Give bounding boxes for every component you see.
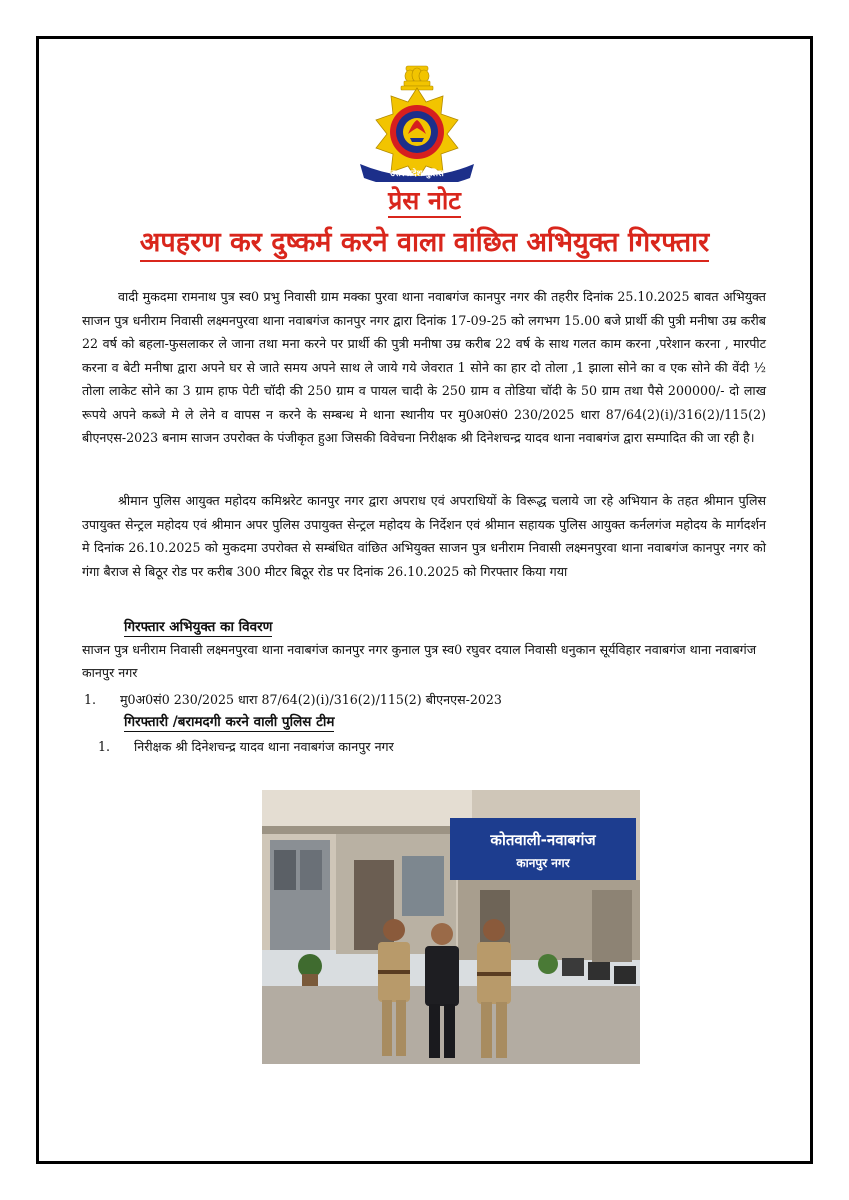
up-police-emblem-icon [354,64,480,182]
press-note-title: प्रेस नोट [0,185,849,218]
arrest-paragraph: श्रीमान पुलिस आयुक्त महोदय कमिश्नरेट कानपुर नगर द्वारा अपराध एवं अपराधियों के विरूद्ध चलाये जा रहे अभियान के तहत श्रीमान पुलिस उपायुक्त सेन्ट्रल महोदय एवं श्रीमान अपर पुलिस उपायुक्त सेन्ट्रल महोदय के निर्देशन एवं श्रीमान सहायक पुलिस आयुक्त कर्नलगंज महोदय के मार्गदर्शन मे दिनांक 26.10.2025 को मुकदमा उपरोक्त से सम्बंधित वांछित अभियुक्त साजन पुत्र धनीराम निवासी लक्ष्मनपुरवा थाना नवाबगंज कानपुर नगर को गंगा बैराज से बिठूर रोड पर करीब 300 मीटर बिठूर रोड पर दिनांक 26.10.2025 को गिरफ्तार किया गया [82,493,766,579]
signboard-subtitle: कानपुर नगर [516,856,570,870]
team-list-item [98,737,394,757]
arrested-details: साजन पुत्र धनीराम निवासी लक्ष्मनपुरवा थाना नवाबगंज कानपुर नगर कुनाल पुत्र स्व0 रघुवर दयाल निवासी धनुकान सूर्यविहार नवाबगंज थाना नवाबगंज कानपुर नगर [82,642,757,680]
signboard-title: कोतवाली-नवाबगंज [490,831,596,849]
case-text: मु0अ0सं0 230/2025 धारा 87/64(2)(i)/316(2)/115(2) बीएनएस-2023 [120,692,502,707]
case-list-item [84,690,502,710]
team-heading: गिरफ्तारी /बरामदगी करने वाली पुलिस टीम [124,714,335,730]
list-number: 1. [84,692,97,707]
arrest-photo [262,790,640,1064]
arrested-heading: गिरफ्तार अभियुक्त का विवरण [124,619,273,635]
list-number: 1. [98,739,111,754]
headline: अपहरण कर दुष्कर्म करने वाला वांछित अभियुक्त गिरफ्तार [0,226,849,262]
emblem-ribbon-text: उत्तर प्रदेश पुलिस [390,169,444,179]
team-member-text: निरीक्षक श्री दिनेशचन्द्र यादव थाना नवाबगंज कानपुर नगर [134,739,394,754]
case-paragraph: वादी मुकदमा रामनाथ पुत्र स्व0 प्रभु निवासी ग्राम मक्का पुरवा थाना नवाबगंज कानपुर नगर की तहरीर दिनांक 25.10.2025 बावत अभियुक्त साजन पुत्र धनीराम निवासी लक्ष्मनपुरवा थाना नवाबगंज कानपुर नगर द्वारा दिनांक 17-09-25 को लगभग 15.00 बजे प्रार्थी की पुत्री मनीषा उम्र करीब 22 वर्ष को बहला-फुसलाकर ले जाना तथा मना करने पर प्रार्थी की पुत्री मनीषा उम्र करीब 22 वर्ष के साथ गलत काम करना ,परेशान करना , मारपीट करना व बेटी मनीषा द्वारा अपने घर से जाते समय अपने साथ ले जाये गये जेवरात 1 सोने का हार दो तोला ,1 झाला सोने का व एक सोने की वेंदी ½ तोला लाकेट सोने का 3 ग्राम हाफ पेटी चॉदी की 250 ग्राम व पायल चादी के 250 ग्राम व तोडिया चॉदी के 50 ग्राम तथा पैसे 200000/- दो लाख रूपये अपने कब्जे मे ले लेने व वापस न करने के सम्बन्ध मे थाना स्थानीय पर मु0अ0सं0 230/2025 धारा 87/64(2)(i)/316(2)/115(2) बीएनएस-2023 बनाम साजन उपरोक्त के पंजीकृत हुआ जिसकी विवेचना निरीक्षक श्री दिनेशचन्द्र यादव थाना नवाबगंज द्वारा सम्पादित की जा रही है। [82,289,766,445]
